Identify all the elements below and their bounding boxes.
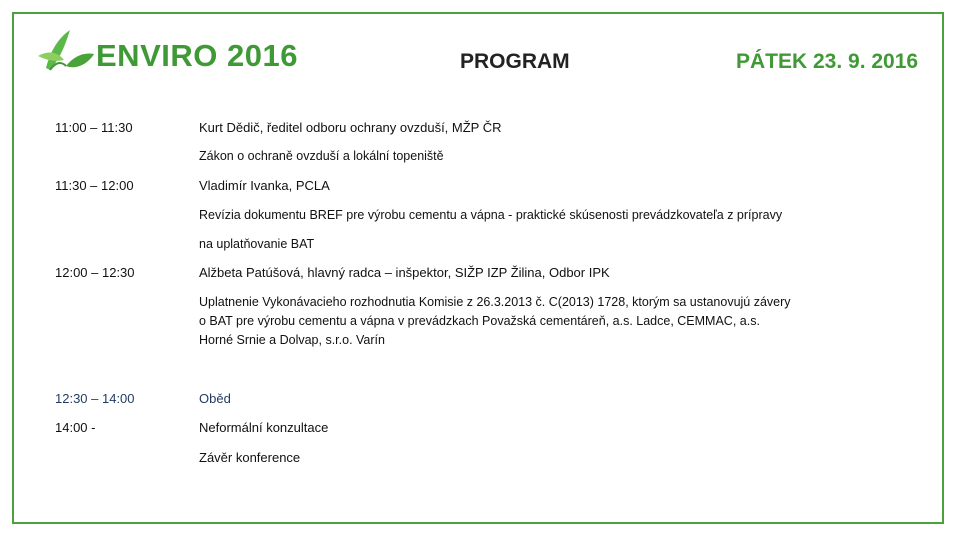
time-slot: 12:00 – 12:30 — [55, 265, 135, 280]
talk-topic: Revízia dokumentu BREF pre výrobu cementu a vápna - praktické skúsenosti prevádzkovateľa z prípravy — [199, 208, 783, 222]
brand-title: ENVIRO 2016 — [96, 38, 298, 73]
enviro-logo — [36, 26, 316, 82]
talk-topic: Horné Srnie a Dolvap, s.r.o. Varín — [199, 333, 385, 347]
talk-topic: Zákon o ochraně ovzduší a lokální topeniště — [199, 149, 444, 163]
speaker: Alžbeta Patúšová, hlavný radca – inšpektor, SIŽP IZP Žilina, Odbor IPK — [199, 265, 610, 280]
talk-topic: Uplatnenie Vykonávacieho rozhodnutia Komisie z 26.3.2013 č. C(2013) 1728, ktorým sa ustanovujú závery — [199, 295, 791, 309]
time-slot: 14:00 - — [55, 420, 96, 435]
time-slot: 11:30 – 12:00 — [55, 178, 134, 193]
closing-label: Závěr konference — [199, 450, 301, 465]
event-date: PÁTEK 23. 9. 2016 — [736, 50, 919, 73]
page-title: PROGRAM — [460, 50, 570, 73]
speaker: Kurt Dědič, ředitel odboru ochrany ovzduší, MŽP ČR — [199, 120, 502, 135]
leaf-icon — [36, 26, 96, 78]
talk-topic: na uplatňovanie BAT — [199, 237, 315, 251]
time-slot-lunch: 12:30 – 14:00 — [55, 391, 135, 406]
speaker: Vladimír Ivanka, PCLA — [199, 178, 330, 193]
consultations-label: Neformální konzultace — [199, 420, 329, 435]
time-slot: 11:00 – 11:30 — [55, 120, 133, 135]
lunch-label: Oběd — [199, 391, 231, 406]
talk-topic: o BAT pre výrobu cementu a vápna v prevádzkach Považská cementáreň, a.s. Ladce, CEMMAC, a.s. — [199, 314, 760, 328]
